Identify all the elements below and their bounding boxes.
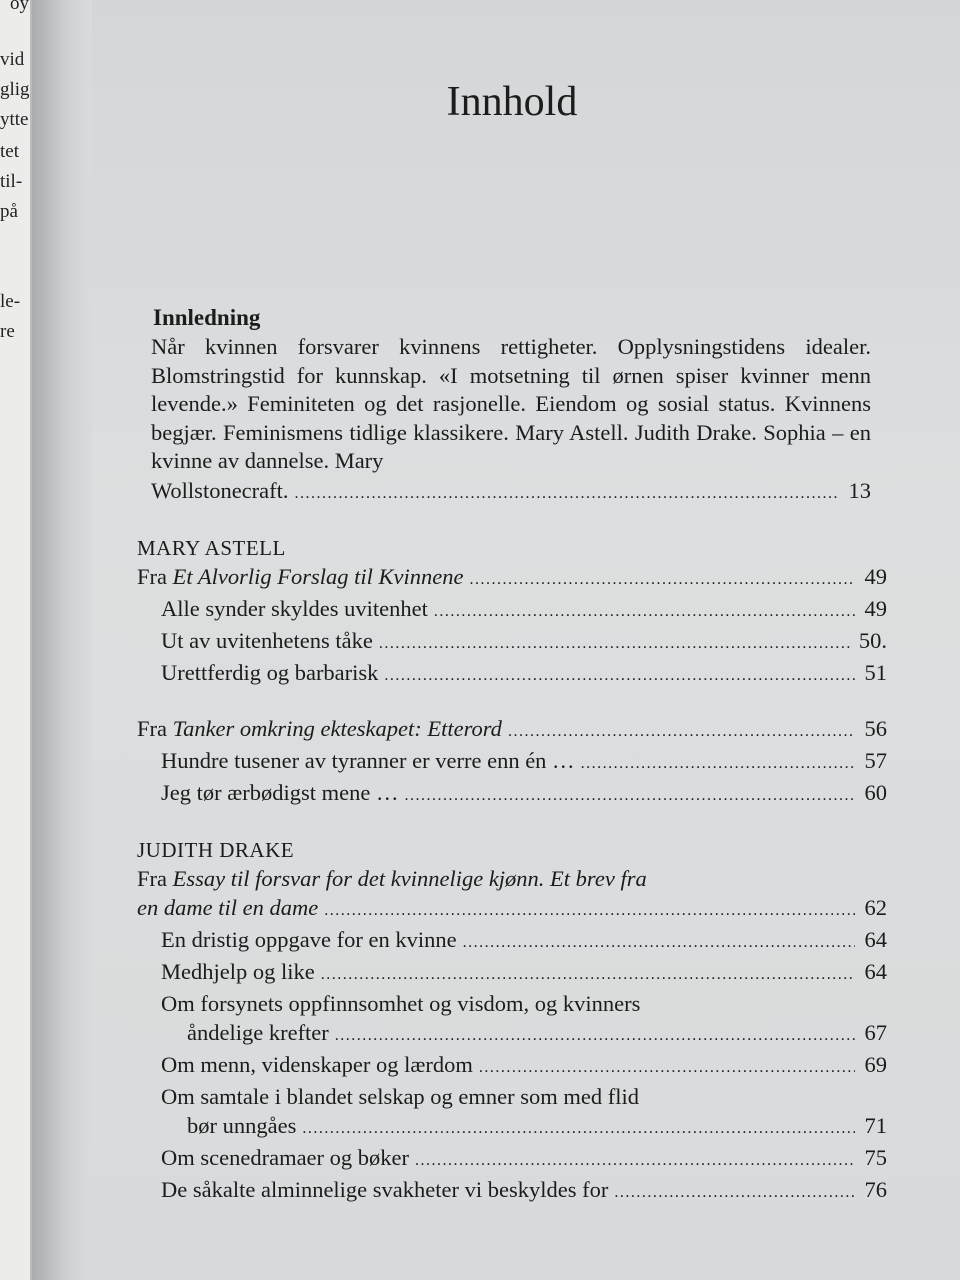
- left-page-fragment: tet: [0, 141, 19, 162]
- leader-dots: [469, 565, 855, 594]
- toc-entry: [137, 1175, 887, 1207]
- entry-label: Fra Et Alvorlig Forslag til Kvinnene: [137, 563, 464, 589]
- left-page-fragment: vid: [0, 49, 25, 70]
- table-of-contents: [137, 305, 887, 1207]
- left-page-fragment: glig: [0, 79, 30, 100]
- leader-dots: [463, 928, 855, 957]
- entry-label-line: Om samtale i blandet selskap og emner som med flid: [161, 1083, 640, 1109]
- left-page-fragment: til-: [0, 171, 23, 192]
- book-gutter: [32, 0, 92, 1280]
- entry-label: Wollstonecraft.: [151, 477, 289, 503]
- left-page-fragment: le-: [0, 291, 21, 312]
- page-number: 57: [864, 747, 887, 773]
- entry-label: Hundre tusener av tyranner er verre enn én …: [161, 747, 575, 773]
- leader-dots: [295, 479, 839, 508]
- book-page: [92, 0, 960, 1280]
- leader-dots: [404, 781, 855, 810]
- page-number: 75: [864, 1144, 887, 1170]
- entry-label: åndelige krefter: [187, 1019, 329, 1045]
- leader-dots: [479, 1053, 855, 1082]
- page-number: 13: [848, 477, 871, 503]
- entry-label: En dristig oppgave for en kvinne: [161, 926, 457, 952]
- left-page-fragment: re: [0, 321, 15, 342]
- leader-dots: [581, 749, 855, 778]
- toc-entry: [137, 1143, 887, 1175]
- entry-label: Urettferdig og barbarisk: [161, 659, 379, 685]
- toc-entry: [137, 714, 887, 746]
- toc-entry: [137, 594, 887, 626]
- author-heading: JUDITH DRAKE: [137, 837, 295, 862]
- toc-entry: [137, 925, 887, 957]
- entry-label: De såkalte alminnelige svakheter vi beskyldes for: [161, 1176, 609, 1202]
- left-page-fragment: ytte: [0, 109, 29, 130]
- page-number: 62: [864, 894, 887, 920]
- entry-label-line: Om forsynets oppfinnsomhet og visdom, og kvinners: [161, 990, 641, 1016]
- leader-dots: [321, 960, 855, 989]
- entry-label: Jeg tør ærbødigst mene …: [161, 779, 399, 805]
- entry-label: Ut av uvitenhetens tåke: [161, 627, 373, 653]
- leader-dots: [415, 1146, 855, 1175]
- page-number: 50.: [858, 627, 887, 653]
- toc-entry: [137, 893, 887, 925]
- entry-label: bør unngåes: [187, 1112, 297, 1138]
- leader-dots: [324, 896, 855, 925]
- previous-page-edge: [0, 0, 32, 1280]
- leader-dots: [434, 597, 855, 626]
- toc-entry: [137, 746, 887, 778]
- entry-label: en dame til en dame: [137, 894, 319, 920]
- toc-entry: [137, 1111, 887, 1143]
- leader-dots: [384, 661, 855, 690]
- page-number: 64: [864, 926, 887, 952]
- toc-entry: [151, 476, 871, 508]
- page-number: 76: [864, 1176, 887, 1202]
- page-title: Innhold: [446, 79, 578, 125]
- page-number: 49: [864, 595, 887, 621]
- toc-entry: [137, 778, 887, 810]
- toc-entry: [137, 562, 887, 594]
- left-page-fragment: på: [0, 201, 18, 222]
- intro-heading: Innledning: [153, 305, 261, 330]
- leader-dots: [302, 1114, 855, 1143]
- toc-entry: [137, 626, 887, 658]
- leader-dots: [614, 1178, 855, 1207]
- page-number: 60: [864, 779, 887, 805]
- entry-label: Alle synder skyldes uvitenhet: [161, 595, 428, 621]
- toc-entry: [137, 1050, 887, 1082]
- intro-text: Når kvinnen forsvarer kvinnens rettigheter. Opplysningstidens idealer. Blomstringstid for kunnskap. «I motsetning til ørnen spiser kvinner menn levende.» Feminiteten og det rasjonelle. Eiendom og sosial status. Kvinnens begjær. Feminismens tidlige klassikere. Mary Astell. Judith Drake. Sophia – en kvinne av dannelse. Mary: [151, 334, 871, 473]
- toc-entry: [137, 1018, 887, 1050]
- toc-entry: [137, 957, 887, 989]
- entry-label: Fra Tanker omkring ekteskapet: Etterord: [137, 715, 502, 741]
- work-title-line: Fra Essay til forsvar for det kvinnelige kjønn. Et brev fra: [137, 865, 647, 891]
- page-number: 71: [864, 1112, 887, 1138]
- leader-dots: [335, 1021, 855, 1050]
- entry-label: Om scenedramaer og bøker: [161, 1144, 410, 1170]
- leader-dots: [379, 629, 853, 658]
- entry-label: Om menn, videnskaper og lærdom: [161, 1051, 473, 1077]
- toc-entry: [137, 658, 887, 690]
- entry-label: Medhjelp og like: [161, 958, 315, 984]
- page-number: 56: [864, 715, 887, 741]
- author-heading: MARY ASTELL: [137, 535, 286, 560]
- page-number: 51: [864, 659, 887, 685]
- page-number: 67: [864, 1019, 887, 1045]
- leader-dots: [508, 717, 855, 746]
- page-number: 49: [864, 563, 887, 589]
- page-number: 64: [864, 958, 887, 984]
- page-number: 69: [864, 1051, 887, 1077]
- left-page-fragment: oy: [10, 0, 29, 14]
